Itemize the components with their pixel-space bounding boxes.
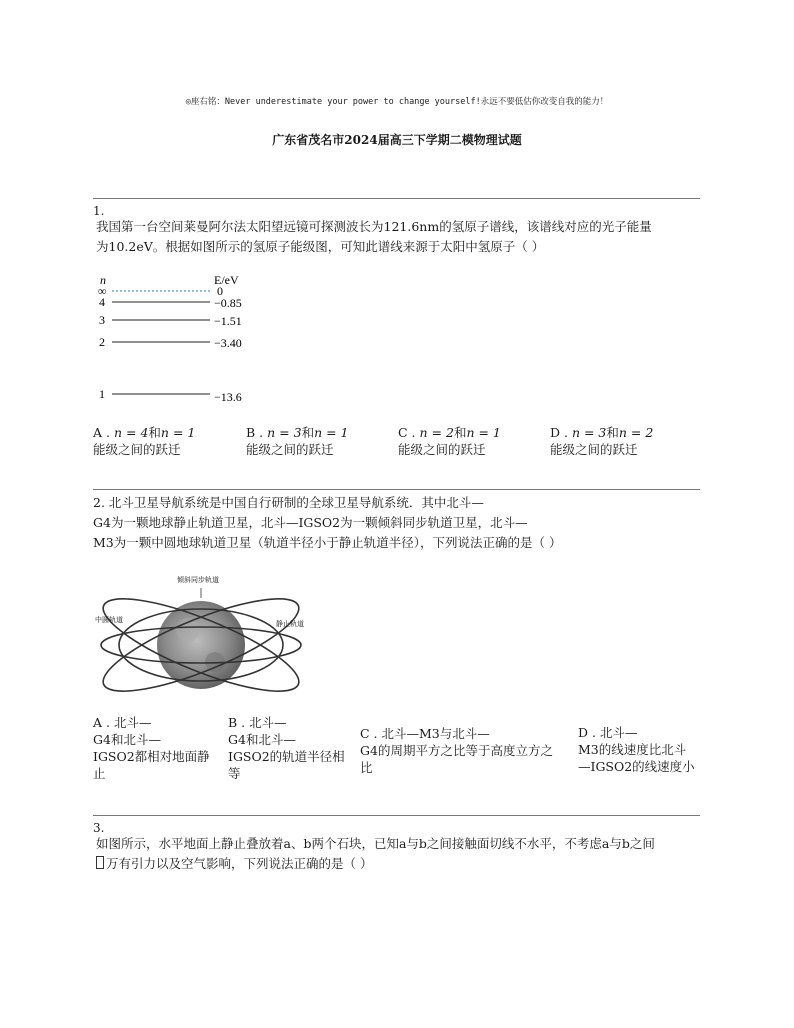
motto-line: ◎座右铭：Never underestimate your power to change yourself!永远不要低估你改变自我的能力！ — [185, 97, 609, 107]
level-inf-n: ∞ — [98, 284, 107, 298]
level-1-n: 1 — [99, 387, 105, 401]
divider-q1 — [93, 198, 700, 199]
q1-c-n1: n = 2 — [419, 425, 454, 440]
energy-level-diagram — [92, 264, 262, 410]
level-inf-energy: 0 — [217, 284, 223, 298]
level-3-energy: −1.51 — [214, 314, 242, 328]
inclined-orbit-label: 倾斜同步轨道 — [177, 576, 219, 584]
question-3-line-1: 如图所示，水平地面上静止叠放着a、b两个石块，已知a与b之间接触面切线不水平，不考虑a与b之间 — [96, 836, 655, 851]
q1-d-tail: 能级之间的跃迁 — [550, 442, 638, 457]
question-1-line-1: 我国第一台空间莱曼阿尔法太阳望远镜可探测波长为121.6nm的氢原子谱线，该谱线对应的光子能量 — [96, 219, 652, 234]
question-1-text — [96, 217, 706, 257]
earth-icon — [157, 601, 245, 689]
question-2-line-2: G4为一颗地球静止轨道卫星，北斗—IGSO2为一颗倾斜同步轨道卫星，北斗— — [93, 515, 528, 530]
q1-d-n2: n = 2 — [618, 425, 654, 440]
exam-title: 广东省茂名市2024届高三下学期二模物理试题 — [272, 133, 522, 147]
stationary-orbit-label: 静止轨道 — [276, 620, 304, 628]
q1-a-n2: n = 1 — [160, 425, 196, 440]
divider-q2 — [93, 489, 700, 490]
level-1-energy: −13.6 — [214, 390, 242, 404]
q1-option-c[interactable]: C . n = 2和n = 1 能级之间的跃迁 — [398, 425, 501, 457]
question-1-number: 1. — [93, 204, 105, 218]
q1-c-tail: 能级之间的跃迁 — [398, 442, 486, 457]
level-2-energy: −3.40 — [214, 336, 242, 350]
divider-q3 — [93, 815, 700, 816]
q1-b-tail: 能级之间的跃迁 — [246, 442, 334, 457]
q1-a-tail: 能级之间的跃迁 — [93, 442, 181, 457]
question-2-line-3: M3为一颗中圆地球轨道卫星（轨道半径小于静止轨道半径），下列说法正确的是（ ） — [93, 535, 562, 550]
question-3-text — [96, 834, 706, 874]
level-3-n: 3 — [99, 313, 105, 327]
q2-option-a[interactable]: A . 北斗— G4和北斗— IGSO2都相对地面静 止 — [93, 715, 210, 781]
q1-b-n1: n = 3 — [267, 425, 302, 440]
q2-option-d[interactable]: D . 北斗— M3的线速度比北斗 —IGSO2的线速度小 — [578, 725, 695, 774]
question-2-text — [93, 493, 703, 553]
q1-a-n1: n = 4 — [113, 425, 149, 440]
question-3-number: 3. — [93, 821, 105, 835]
question-2-line-1: 2. 北斗卫星导航系统是中国自行研制的全球卫星导航系统．其中北斗— — [93, 495, 484, 510]
q1-option-b[interactable]: B . n = 3和n = 1 能级之间的跃迁 — [246, 425, 349, 457]
satellite-orbits-figure — [93, 570, 305, 702]
level-2-n: 2 — [99, 335, 105, 349]
medium-orbit-label: 中圆轨道 — [95, 616, 123, 624]
level-4-n: 4 — [99, 295, 105, 309]
q1-option-d[interactable]: D . n = 3和n = 2 能级之间的跃迁 — [550, 425, 654, 457]
energy-axis-label: E/eV — [214, 273, 239, 287]
n-axis-label: n — [100, 273, 106, 287]
q1-c-n2: n = 1 — [466, 425, 501, 440]
question-3-line-2: 万有引力以及空气影响，下列说法正确的是（ ） — [106, 856, 373, 871]
q1-b-n2: n = 1 — [314, 425, 349, 440]
q1-d-n1: n = 3 — [571, 425, 607, 440]
missing-glyph-icon — [96, 856, 104, 869]
question-1-line-2: 为10.2eV。根据如图所示的氢原子能级图，可知此谱线来源于太阳中氢原子（ ） — [96, 239, 545, 254]
level-4-energy: −0.85 — [214, 296, 242, 310]
q1-option-a[interactable]: A . n = 4和n = 1 能级之间的跃迁 — [93, 425, 196, 457]
q2-option-b[interactable]: B . 北斗— G4和北斗— IGSO2的轨道半径相 等 — [228, 715, 345, 781]
q2-option-c[interactable]: C . 北斗—M3与北斗— G4的周期平方之比等于高度立方之 比 — [360, 726, 553, 775]
